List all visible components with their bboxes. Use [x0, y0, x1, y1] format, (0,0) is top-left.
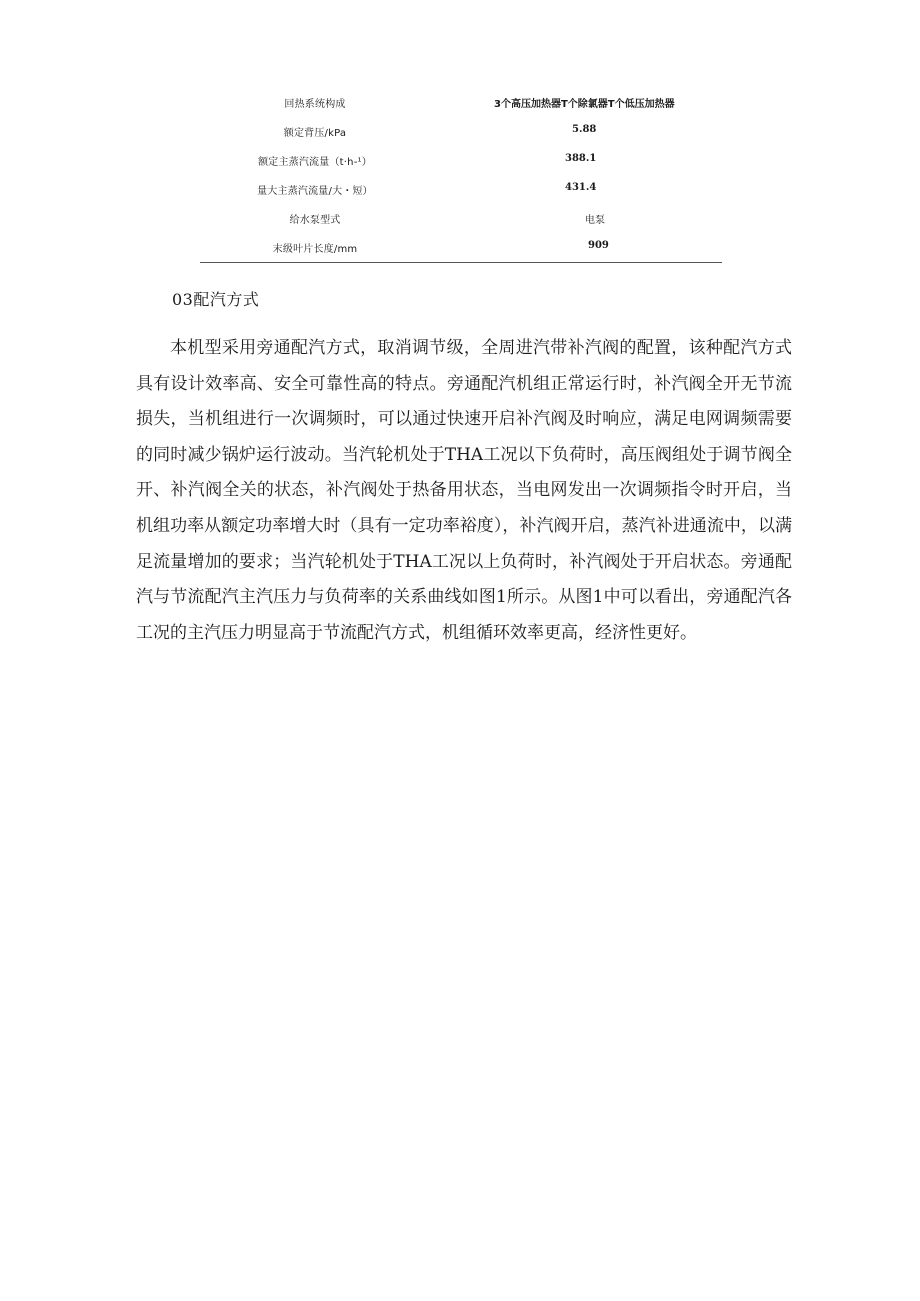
table-row [200, 146, 722, 175]
parameter-table [200, 88, 722, 262]
table-row [200, 117, 722, 146]
row-label: 额定主蒸汽流量（t·h-¹） [258, 157, 372, 168]
row-label: 额定背压/kPa [283, 128, 347, 139]
row-label: 给水泵型式 [289, 215, 341, 226]
row-value: 5.88 [572, 124, 597, 135]
row-value: 3个高压加热器T个除氯器T个低压加热器 [494, 99, 675, 110]
row-value: 431.4 [565, 182, 597, 193]
body-paragraph [136, 331, 792, 651]
row-label: 末级叶片长度/mm [272, 244, 358, 255]
row-value: 电泵 [585, 215, 605, 226]
row-label: 量大主蒸汽流量/大・短） [257, 186, 373, 197]
row-value: 909 [588, 240, 609, 251]
table-row [200, 88, 722, 117]
table-bottom-rule [200, 262, 722, 263]
paragraph-text: 本机型采用旁通配汽方式，取消调节级，全周进汽带补汽阀的配置，该种配汽方式具有设计效率高、安全可靠性高的特点。旁通配汽机组正常运行时，补汽阀全开无节流损失，当机组进行一次调频时，可以通过快速开启补汽阀及时响应，满足电网调频需要的同时减少锅炉运行波动。当汽轮机处于THA工况以下负荷时，高压阀组处于调节阀全开、补汽阀全关的状态，补汽阀处于热备用状态，当电网发出一次调频指令时开启，当机组功率从额定功率增大时（具有一定功率裕度），补汽阀开启，蒸汽补进通流中，以满足流量增加的要求；当汽轮机处于THA工况以上负荷时，补汽阀处于开启状态。旁通配汽与节流配汽主汽压力与负荷率的关系曲线如图1所示。从图1中可以看出，旁通配汽各工况的主汽压力明显高于节流配汽方式，机组循环效率更高，经济性更好。 [136, 338, 792, 643]
table-row [200, 233, 722, 262]
row-value: 388.1 [565, 153, 597, 164]
table-row [200, 175, 722, 204]
section-heading: 03配汽方式 [172, 290, 260, 309]
row-label: 回热系统构成 [284, 99, 346, 110]
table-row [200, 204, 722, 233]
